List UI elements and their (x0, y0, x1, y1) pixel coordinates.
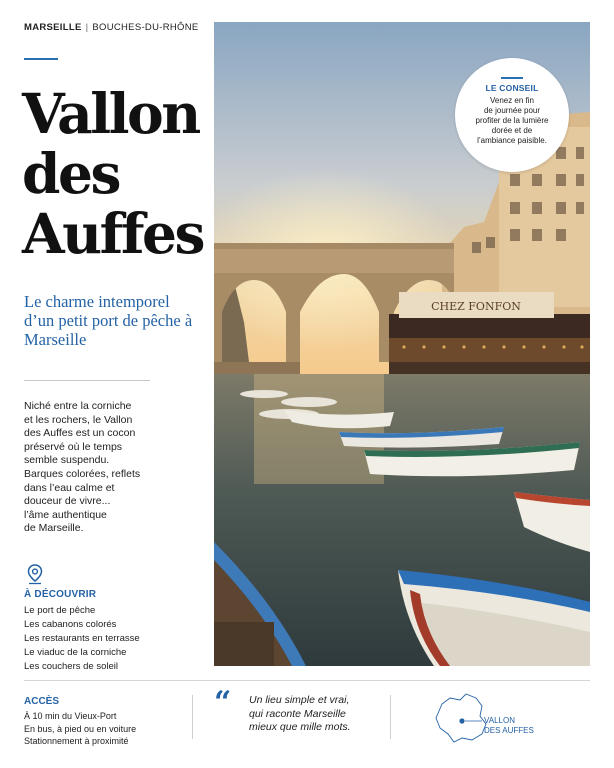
quote-line: mieux que mille mots. (249, 721, 351, 733)
intro-line: l’âme authentique (24, 508, 107, 521)
list-item: Les couchers de soleil (24, 661, 118, 672)
header-region: BOUCHES-DU-RHÔNE (92, 22, 199, 33)
title-line-2: des (22, 141, 119, 206)
footer-divider (24, 680, 590, 681)
tip-title: LE CONSEIL (485, 82, 539, 93)
quote-line: Un lieu simple et vrai, (249, 694, 350, 706)
title-line-3: Auffes (22, 201, 203, 266)
access-info (24, 710, 136, 748)
list-item: Les restaurants en terrasse (24, 633, 140, 644)
footer-vertical-divider (390, 695, 391, 739)
intro-paragraph (24, 400, 164, 536)
footer-vertical-divider (192, 695, 193, 739)
quote-line: qui raconte Marseille (249, 707, 346, 720)
header-city: MARSEILLE (24, 22, 82, 33)
header-accent-rule (24, 58, 58, 60)
title-line-1: Vallon (22, 81, 199, 146)
intro-line: de Marseille. (24, 522, 84, 535)
section-divider (24, 380, 150, 381)
intro-line: et les rochers, le Vallon (24, 413, 133, 426)
discover-title: À DÉCOUVRIR (24, 589, 97, 600)
map-label-line: VALLON (484, 716, 515, 725)
page-title (22, 81, 212, 266)
tip-bubble (455, 58, 569, 172)
tip-accent-rule (501, 77, 523, 79)
intro-line: Barques colorées, reflets (24, 467, 141, 480)
intro-line: semble suspendu. (24, 454, 110, 467)
map-label-line: DES AUFFES (484, 726, 534, 735)
list-item: Les cabanons colorés (24, 619, 117, 630)
access-line: En bus, à pied ou en voiture (24, 723, 137, 734)
page-header (24, 22, 199, 33)
access-line: Stationnement à proximité (24, 736, 129, 746)
header-separator: | (85, 22, 89, 33)
intro-line: des Auffes est un cocon (24, 427, 136, 440)
pull-quote (249, 694, 351, 735)
quote-mark-icon: “ (214, 685, 232, 720)
map-pin-icon (25, 563, 45, 585)
tip-line: de journée pour (483, 105, 541, 115)
intro-line: dans l’eau calme et (24, 481, 115, 494)
tip-line: dorée et de (491, 125, 533, 135)
intro-line: douceur de vivre... (24, 495, 111, 508)
discover-list (24, 604, 140, 674)
restaurant-sign: CHEZ FONFON (431, 300, 521, 313)
map-label (484, 716, 534, 736)
page-subtitle: Le charme intemporel d’un petit port de pêche à Marseille (24, 292, 193, 349)
list-item: Le port de pêche (24, 605, 96, 616)
access-title: ACCÈS (24, 696, 60, 707)
access-line: À 10 min du Vieux-Port (24, 711, 117, 721)
list-item: Le viaduc de la corniche (24, 647, 127, 658)
intro-line: Niché entre la corniche (24, 400, 132, 412)
tip-text (455, 96, 569, 146)
tip-line: profiter de la lumière (475, 115, 549, 125)
tip-line: l’ambiance paisible. (477, 135, 547, 145)
intro-line: préservé où le temps (24, 440, 123, 453)
tip-line: Venez en fin (489, 95, 535, 105)
